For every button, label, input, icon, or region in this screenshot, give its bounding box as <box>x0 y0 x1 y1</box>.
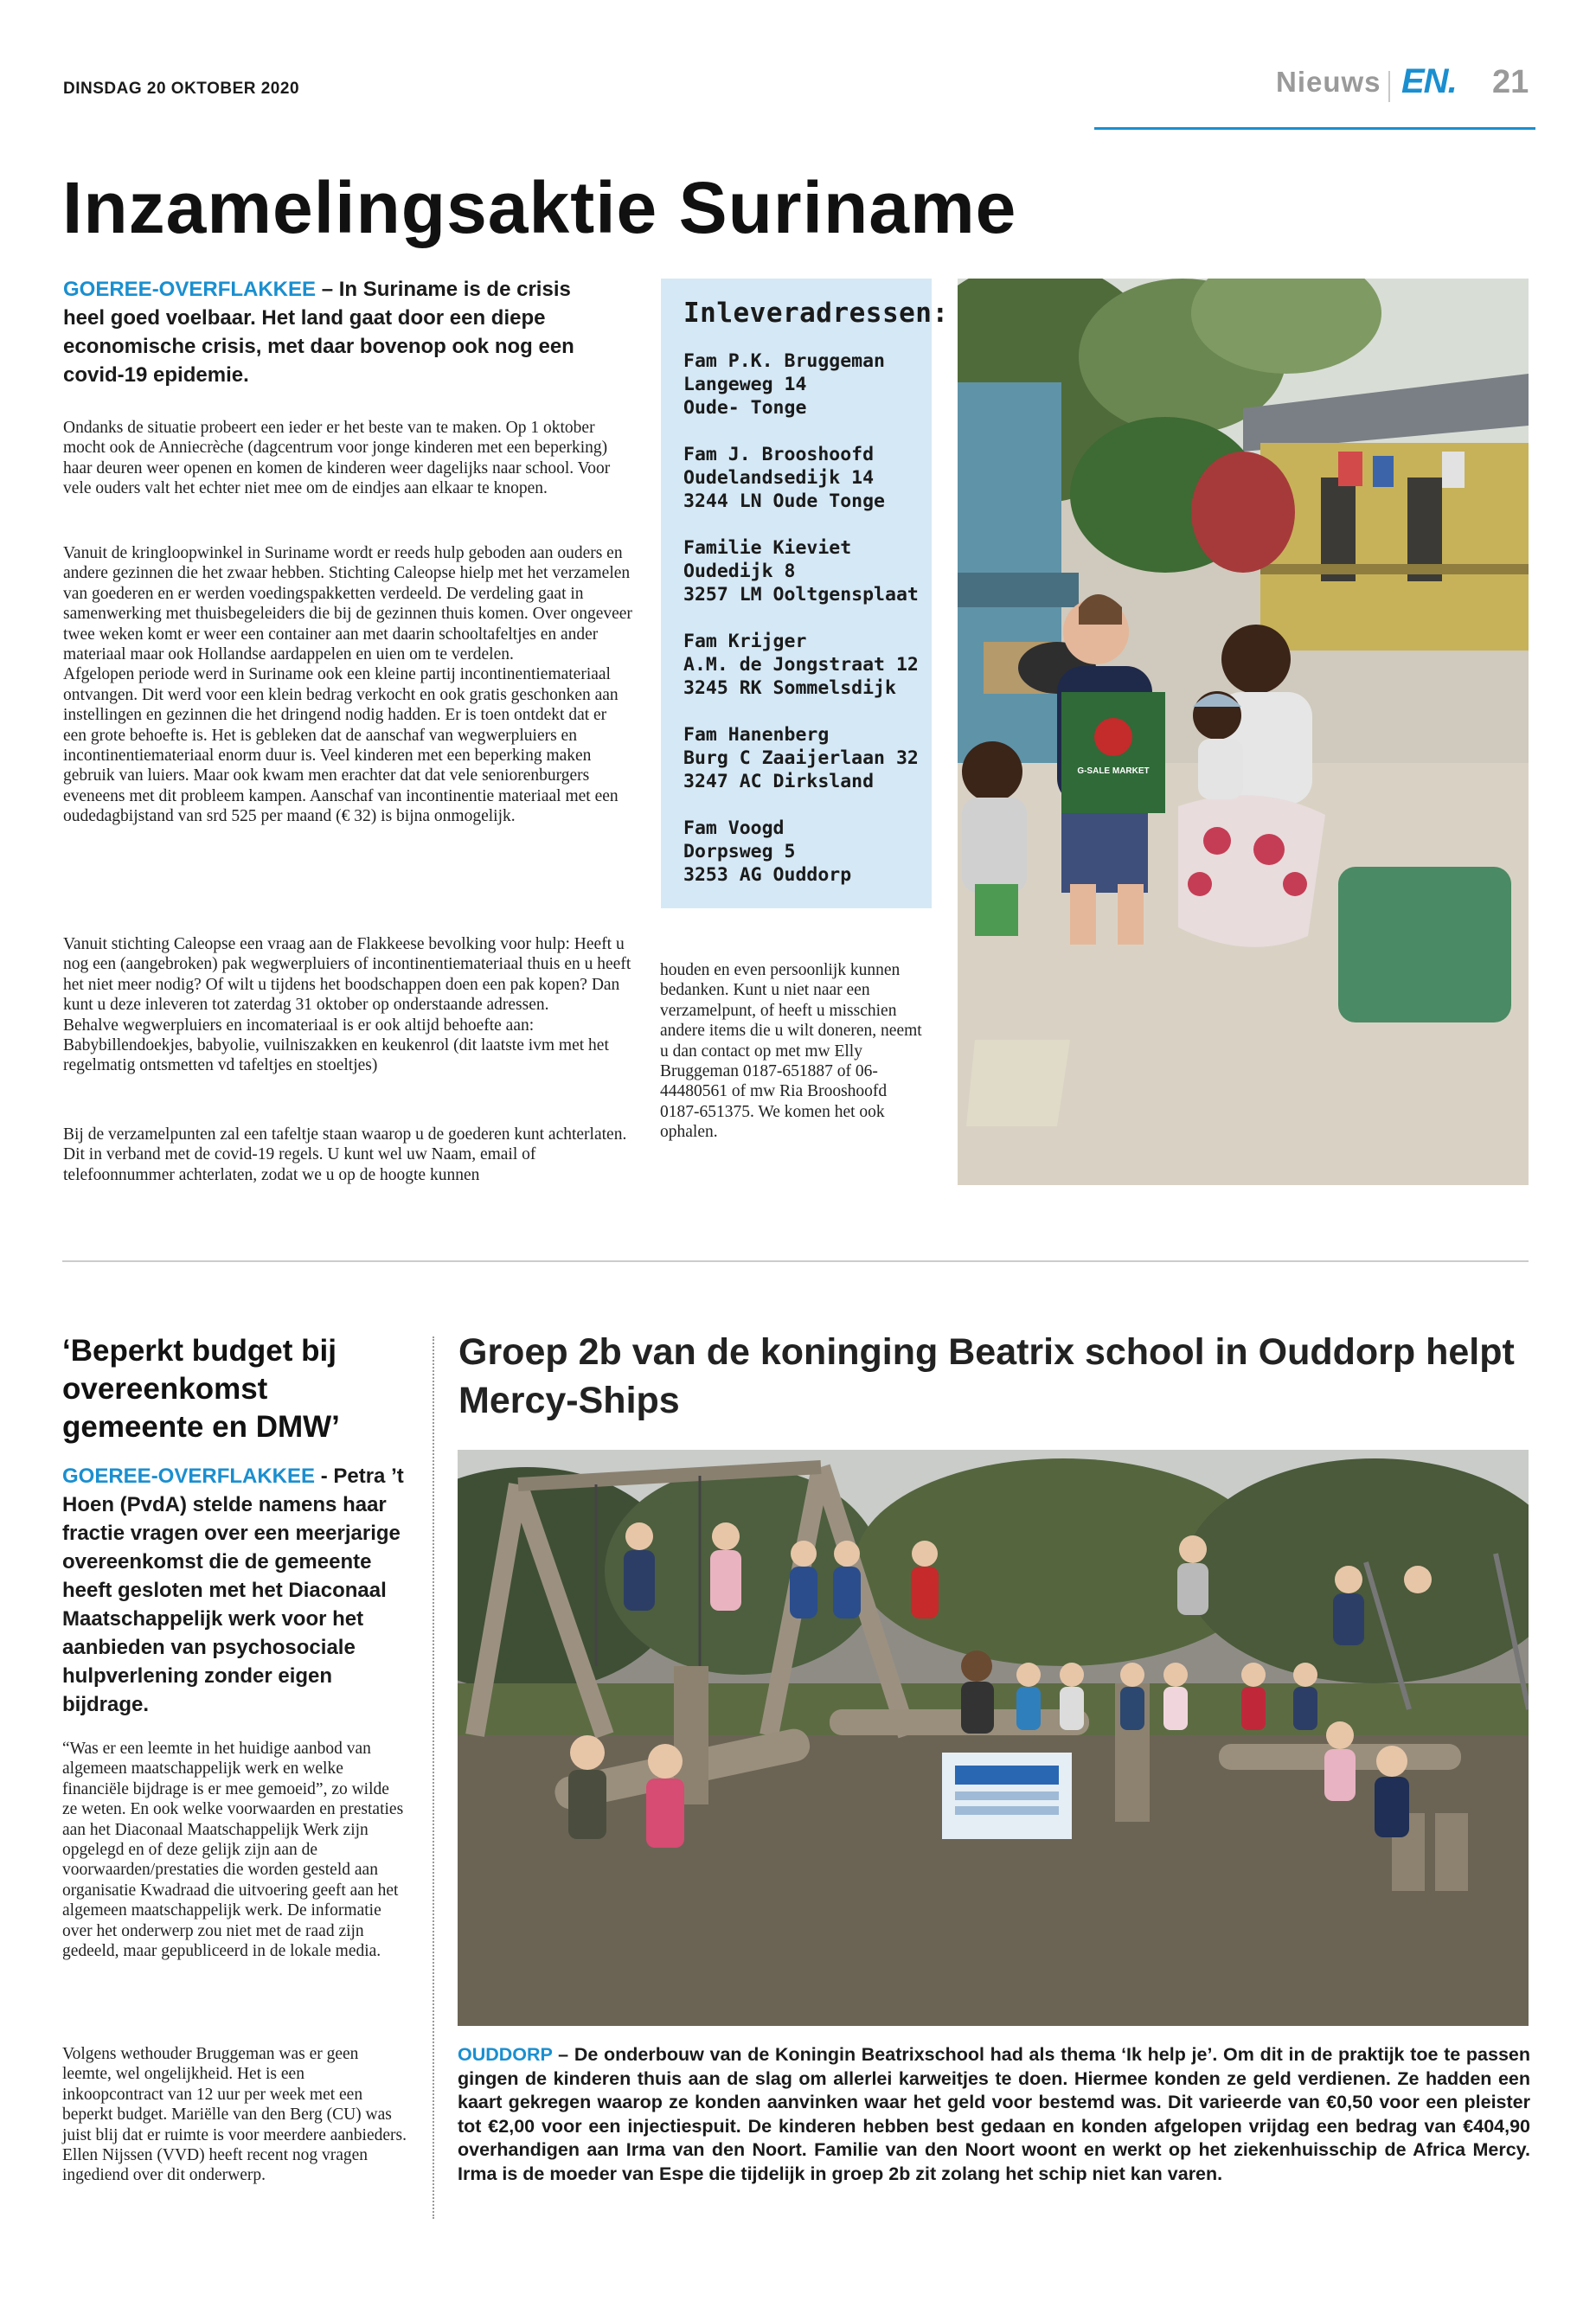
article-lead <box>62 1462 408 1719</box>
header-divider <box>1388 71 1390 102</box>
article-paragraph: Vanuit stichting Caleopse een vraag aan de Flakkeese bevolking voor hulp: Heeft u nog een (aangebroken) pak wegwerpluiers of incontinentiemateriaal thuis en u heeft het niet meer nodig? Of wilt u tijdens het boodschappen doen een pak kopen? Dan kunt u deze inleveren tot zaterdag 31 oktober op onderstaande adressen. Behalve wegwerpluiers en incomateriaal is er ook altijd behoefte aan: Babybillendoekjes, babyolie, vuilniszakken en keukenrol (dit laatste ivm met het regelmatig ontsmetten vd tafeltjes en stoeltjes) <box>63 935 631 1075</box>
article-title: Inzamelingsaktie Suriname <box>62 167 1017 248</box>
article-paragraph: Ondanks de situatie probeert een ieder er het beste van te maken. Op 1 oktober mocht ook de Anniecrèche (dagcentrum voor jonge kinderen met een beperking) haar deuren weer openen en komen de kinderen weer dagelijks naar school. Voor vele ouders valt het echter niet mee om de eindjes aan elkaar te knopen. <box>63 419 611 498</box>
address-entry: Fam Krijger A.M. de Jongstraat 12 3245 RK Sommelsdijk <box>683 631 919 699</box>
dateline: GOEREE-OVERFLAKKEE <box>62 1465 316 1488</box>
section-label: Nieuws <box>1276 66 1381 98</box>
issue-date: DINSDAG 20 OKTOBER 2020 <box>63 80 300 98</box>
article-lead <box>63 275 599 389</box>
bag-logo-text: G-SALE MARKET <box>1077 766 1150 776</box>
article-title: ‘Beperkt budget bij overeenkomst gemeente en DMW’ <box>62 1334 340 1444</box>
section-rule <box>62 1260 1529 1262</box>
address-entry: Fam Hanenberg Burg C Zaaijerlaan 32 3247 AC Dirksland <box>683 724 919 792</box>
header-rule <box>1094 127 1535 130</box>
article-title: Groep 2b van de koninging Beatrix school in Ouddorp helpt Mercy-Ships <box>458 1331 1515 1421</box>
article-continuation: houden en even persoonlijk kunnen bedanken. Kunt u niet naar een verzamelpunt, of heeft u misschien andere items die u wilt doneren, neemt u dan contact op met mw Elly Bruggeman 0187-651887 of 06-44480561 of mw Ria Brooshoofd 0187-651375. We komen het ook ophalen. <box>660 961 922 1142</box>
suriname-photo <box>958 279 1529 1185</box>
article-text <box>458 2043 1530 2187</box>
school-group-photo <box>458 1450 1529 2026</box>
article-paragraph: Vanuit de kringloopwinkel in Suriname wordt er reeds hulp geboden aan ouders en andere gezinnen die het zwaar hebben. Stichting Caleopse hielp met het verzamelen van goederen en er werden voedingspakketten verdeeld. De verdeling gaat in samenwerking met thuisbegeleiders die bij de gezinnen thuis komen. Over ongeveer twee weken komt er weer een container aan met daarin schooltafeltjes en ander materiaal maar ook Hollandse aardappelen en uien om te verdelen. Afgelopen periode werd in Suriname ook een kleine partij incontinentiemateriaal ontvangen. Dit werd voor een klein bedrag verkocht en ook gratis geschonken aan instellingen en gezinnen die het dringend nodig hadden. Er is toen ontdekt dat er een grote behoefte is. Het is gebleken dat de aanschaf van wegwerpluiers en incontinentiemateriaal enorm duur is. Veel kinderen met een beperking maken gebruik van luiers. Maar ook kwam men erachter dat dat vele seniorenburgers eveneens met dit probleem kampen. Aanschaf van incontinentie materiaal met een oudedagbijstand van srd 525 per maand (€ 32) is bijna onmogelijk. <box>63 544 632 826</box>
brand-logo: EN. <box>1401 62 1457 100</box>
address-entry: Familie Kieviet Oudedijk 8 3257 LM Ooltgensplaat <box>683 537 919 606</box>
address-entry: Fam Voogd Dorpsweg 5 3253 AG Ouddorp <box>683 817 852 886</box>
page-number: 21 <box>1492 64 1529 100</box>
article-paragraph: “Was er een leemte in het huidige aanbod van algemeen maatschappelijk werk en welke financiële bijdrage is er mee gemoeid”, zo wilde ze weten. En ook welke voorwaarden en prestaties aan het Diaconaal Maatschappelijk Werk zijn opgelegd en of deze gelijk zijn aan de voorwaarden/prestaties die worden gesteld aan organisatie Kwadraad die uitvoering geeft aan het algemeen maatschappelijk werk. De informatie over het onderwerp zou niet met de raad zijn gedeeld, maar gepubliceerd in de lokale media. <box>62 1740 404 1961</box>
dateline: OUDDORP <box>458 2044 553 2065</box>
address-entry: Fam P.K. Bruggeman Langeweg 14 Oude- Tonge <box>683 350 885 419</box>
dateline: GOEREE-OVERFLAKKEE <box>63 278 317 301</box>
article-body: – De onderbouw van de Koningin Beatrixschool had als thema ‘Ik help je’. Om dit in de praktijk toe te passen gingen de kinderen thuis aan de slag om allerlei karweitjes te doen. Hiermee konden ze geld verdienen. Ze hadden een kaart gekregen waarop ze konden aanvinken waar het geld voor bestemd was. Dit varieerde van €0,50 voor een pleister tot €2,00 voor een injectiespuit. De kinderen hebben best gedaan en konden afgelopen vrijdag een bedrag van €404,90 overhandigen aan Irma van den Noort. Familie van den Noort woont en werkt op het ziekenhuisschip de Africa Mercy. Irma is de moeder van Espe die tijdelijk in groep 2b zit zolang het schip niet kan varen. <box>458 2044 1530 2184</box>
lead-text: - Petra ’t Hoen (PvdA) stelde namens haar fractie vragen over een meerjarige overeenkomst die de gemeente heeft gesloten met het Diaconaal Maatschappelijk werk voor het aanbieden van psychosociale hulpverlening zonder eigen bijdrage. <box>62 1465 404 1716</box>
address-entry: Fam J. Brooshoofd Oudelandsedijk 14 3244 LN Oude Tonge <box>683 444 885 512</box>
address-box-title: Inleveradressen: <box>683 298 949 329</box>
article-paragraph: Bij de verzamelpunten zal een tafeltje staan waarop u de goederen kunt achterlaten. Dit in verband met de covid-19 regels. U kunt wel uw Naam, email of telefoonnummer achterlaten, zodat we u op de hoogte kunnen <box>63 1125 627 1184</box>
article-paragraph: Volgens wethouder Bruggeman was er geen leemte, wel ongelijkheid. Het is een inkoopcontract van 12 uur per week met een beperkt budget. Mariëlle van den Berg (CU) was juist blij dat er ruimte is voor meerdere aanbieders. Ellen Nijssen (VVD) heeft recent nog vragen ingediend over dit onderwerp. <box>62 2045 407 2185</box>
lead-text: – In Suriname is de crisis heel goed voelbaar. Het land gaat door een diepe economische crisis, met daar bovenop ook nog een covid-19 epidemie. <box>63 278 574 387</box>
column-divider <box>433 1336 434 2219</box>
